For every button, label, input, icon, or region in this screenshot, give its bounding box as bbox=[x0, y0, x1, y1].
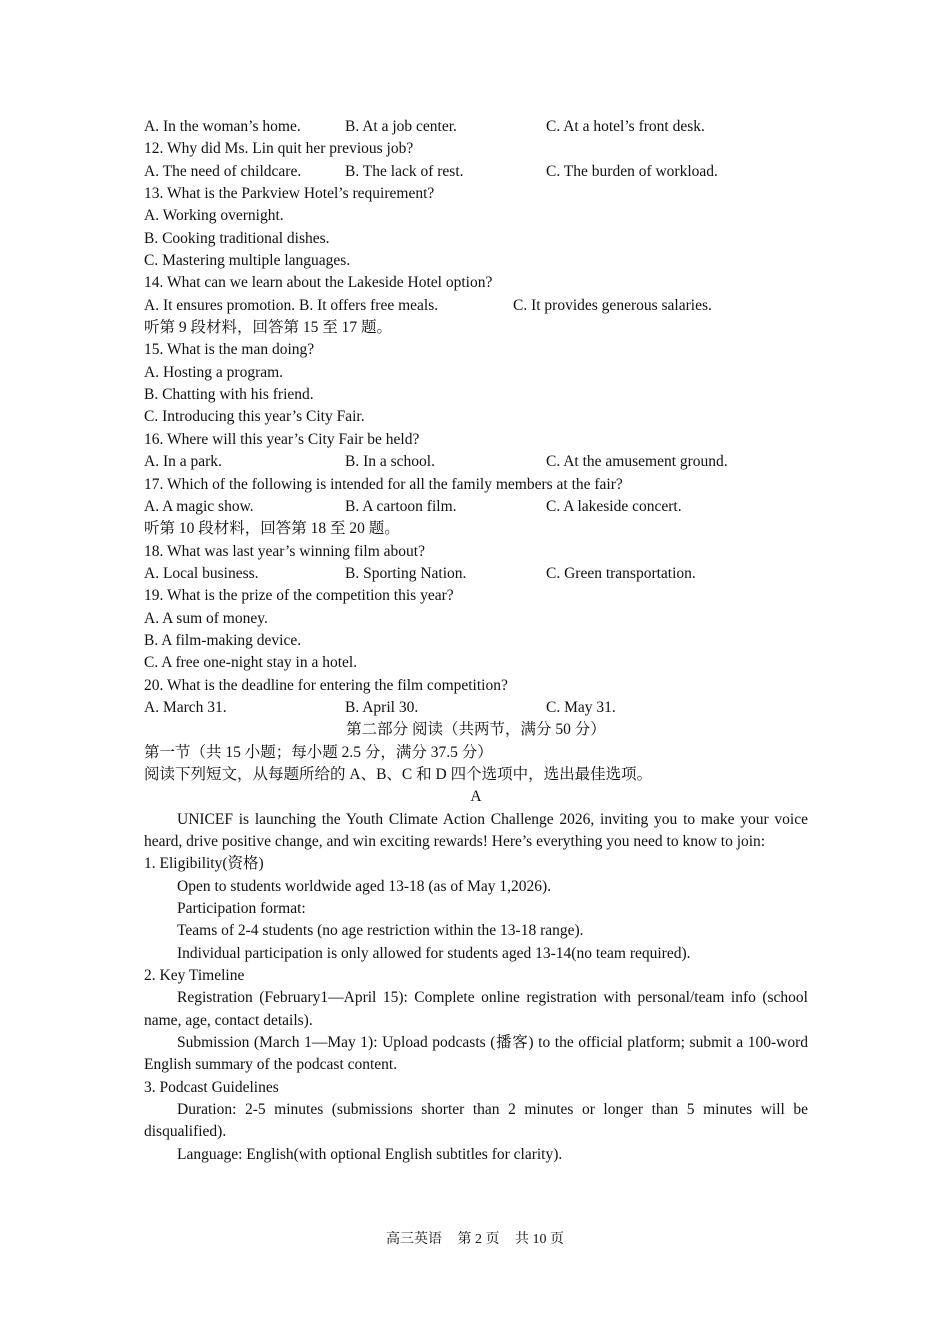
q16-option-a: A. In a park. bbox=[144, 453, 222, 471]
footer-subject: 高三英语 bbox=[386, 1232, 442, 1247]
q11-option-b: B. At a job center. bbox=[345, 118, 457, 135]
part2-title: 第二部分 阅读（共两节，满分 50 分） bbox=[346, 721, 606, 739]
q18-options bbox=[144, 563, 808, 585]
guideline-language: Language: English(with optional English subtitles for clarity). bbox=[177, 1145, 563, 1163]
passage-label: A bbox=[470, 788, 482, 806]
q12-option-c: C. The burden of workload. bbox=[546, 162, 718, 180]
q11-options bbox=[144, 116, 808, 138]
q18-stem: 18. What was last year’s winning film about? bbox=[144, 542, 425, 560]
q13-option-b: B. Cooking traditional dishes. bbox=[144, 229, 330, 247]
q14-option-c: C. It provides generous salaries. bbox=[513, 296, 712, 314]
page-footer bbox=[0, 1230, 950, 1250]
eligibility-line-1: Open to students worldwide aged 13-18 (as of May 1,2026). bbox=[177, 877, 552, 895]
section-timeline-title: 2. Key Timeline bbox=[144, 967, 245, 985]
instruction-material-10: 听第 10 段材料，回答第 18 至 20 题。 bbox=[144, 520, 400, 538]
q13-option-a: A. Working overnight. bbox=[144, 207, 284, 225]
q16-option-b: B. In a school. bbox=[345, 453, 435, 471]
q16-options bbox=[144, 451, 808, 473]
section1-instruction: 阅读下列短文，从每题所给的 A、B、C 和 D 四个选项中，选出最佳选项。 bbox=[144, 765, 653, 783]
q13-option-c: C. Mastering multiple languages. bbox=[144, 252, 351, 270]
q20-option-b: B. April 30. bbox=[345, 698, 419, 716]
guideline-duration: Duration: 2-5 minutes (submissions shorter than 2 minutes or longer than 5 minutes will be disqualified). bbox=[144, 1101, 808, 1141]
q14-options bbox=[144, 295, 808, 317]
eligibility-line-4: Individual participation is only allowed for students aged 13-14(no team required). bbox=[177, 944, 691, 962]
section-guidelines-title: 3. Podcast Guidelines bbox=[144, 1078, 279, 1096]
q16-option-c: C. At the amusement ground. bbox=[546, 453, 728, 471]
footer-page-number: 第 2 页 bbox=[457, 1232, 500, 1247]
q19-option-b: B. A film-making device. bbox=[144, 631, 302, 649]
passage-intro: UNICEF is launching the Youth Climate Action Challenge 2026, inviting you to make your voice heard, drive positive change, and win exciting rewards! Here’s everything you need to know to join: bbox=[144, 810, 808, 850]
q14-option-ab: A. It ensures promotion. B. It offers free meals. bbox=[144, 296, 439, 314]
q12-option-a: A. The need of childcare. bbox=[144, 162, 302, 180]
q15-option-b: B. Chatting with his friend. bbox=[144, 386, 314, 404]
q14-stem: 14. What can we learn about the Lakeside Hotel option? bbox=[144, 274, 493, 292]
q18-option-c: C. Green transportation. bbox=[546, 564, 696, 582]
exam-page bbox=[144, 116, 808, 1166]
q17-option-a: A. A magic show. bbox=[144, 497, 254, 515]
q13-stem: 13. What is the Parkview Hotel’s requirement? bbox=[144, 185, 435, 203]
q19-option-c: C. A free one-night stay in a hotel. bbox=[144, 654, 358, 672]
q12-options bbox=[144, 161, 808, 183]
section1-header: 第一节（共 15 小题；每小题 2.5 分，满分 37.5 分） bbox=[144, 743, 493, 761]
q15-option-c: C. Introducing this year’s City Fair. bbox=[144, 408, 365, 426]
q17-stem: 17. Which of the following is intended for all the family members at the fair? bbox=[144, 475, 623, 493]
q15-stem: 15. What is the man doing? bbox=[144, 341, 315, 359]
q19-option-a: A. A sum of money. bbox=[144, 609, 268, 627]
instruction-material-9: 听第 9 段材料，回答第 15 至 17 题。 bbox=[144, 319, 393, 337]
q17-option-c: C. A lakeside concert. bbox=[546, 497, 682, 515]
eligibility-line-3: Teams of 2-4 students (no age restriction within the 13-18 range). bbox=[177, 922, 584, 940]
footer-total-pages: 共 10 页 bbox=[515, 1232, 564, 1247]
q19-stem: 19. What is the prize of the competition this year? bbox=[144, 587, 454, 605]
timeline-submission: Submission (March 1—May 1): Upload podcasts (播客) to the official platform; submit a 100-word English summary of the podcast content. bbox=[144, 1034, 808, 1074]
q16-stem: 16. Where will this year’s City Fair be held? bbox=[144, 430, 420, 448]
q20-options bbox=[144, 697, 808, 719]
q11-option-c: C. At a hotel’s front desk. bbox=[546, 118, 705, 135]
q17-option-b: B. A cartoon film. bbox=[345, 497, 457, 515]
q15-option-a: A. Hosting a program. bbox=[144, 363, 284, 381]
q17-options bbox=[144, 496, 808, 518]
q12-option-b: B. The lack of rest. bbox=[345, 162, 464, 180]
q20-option-c: C. May 31. bbox=[546, 698, 616, 716]
q20-stem: 20. What is the deadline for entering the film competition? bbox=[144, 676, 508, 694]
section-eligibility-title: 1. Eligibility(资格) bbox=[144, 855, 264, 873]
q12-stem: 12. Why did Ms. Lin quit her previous job? bbox=[144, 140, 414, 158]
timeline-registration: Registration (February1—April 15): Complete online registration with personal/team info (school name, age, contact details). bbox=[144, 989, 808, 1029]
q18-option-a: A. Local business. bbox=[144, 564, 259, 582]
eligibility-line-2: Participation format: bbox=[177, 900, 306, 918]
q11-option-a: A. In the woman’s home. bbox=[144, 118, 301, 135]
q18-option-b: B. Sporting Nation. bbox=[345, 564, 467, 582]
q20-option-a: A. March 31. bbox=[144, 698, 227, 716]
